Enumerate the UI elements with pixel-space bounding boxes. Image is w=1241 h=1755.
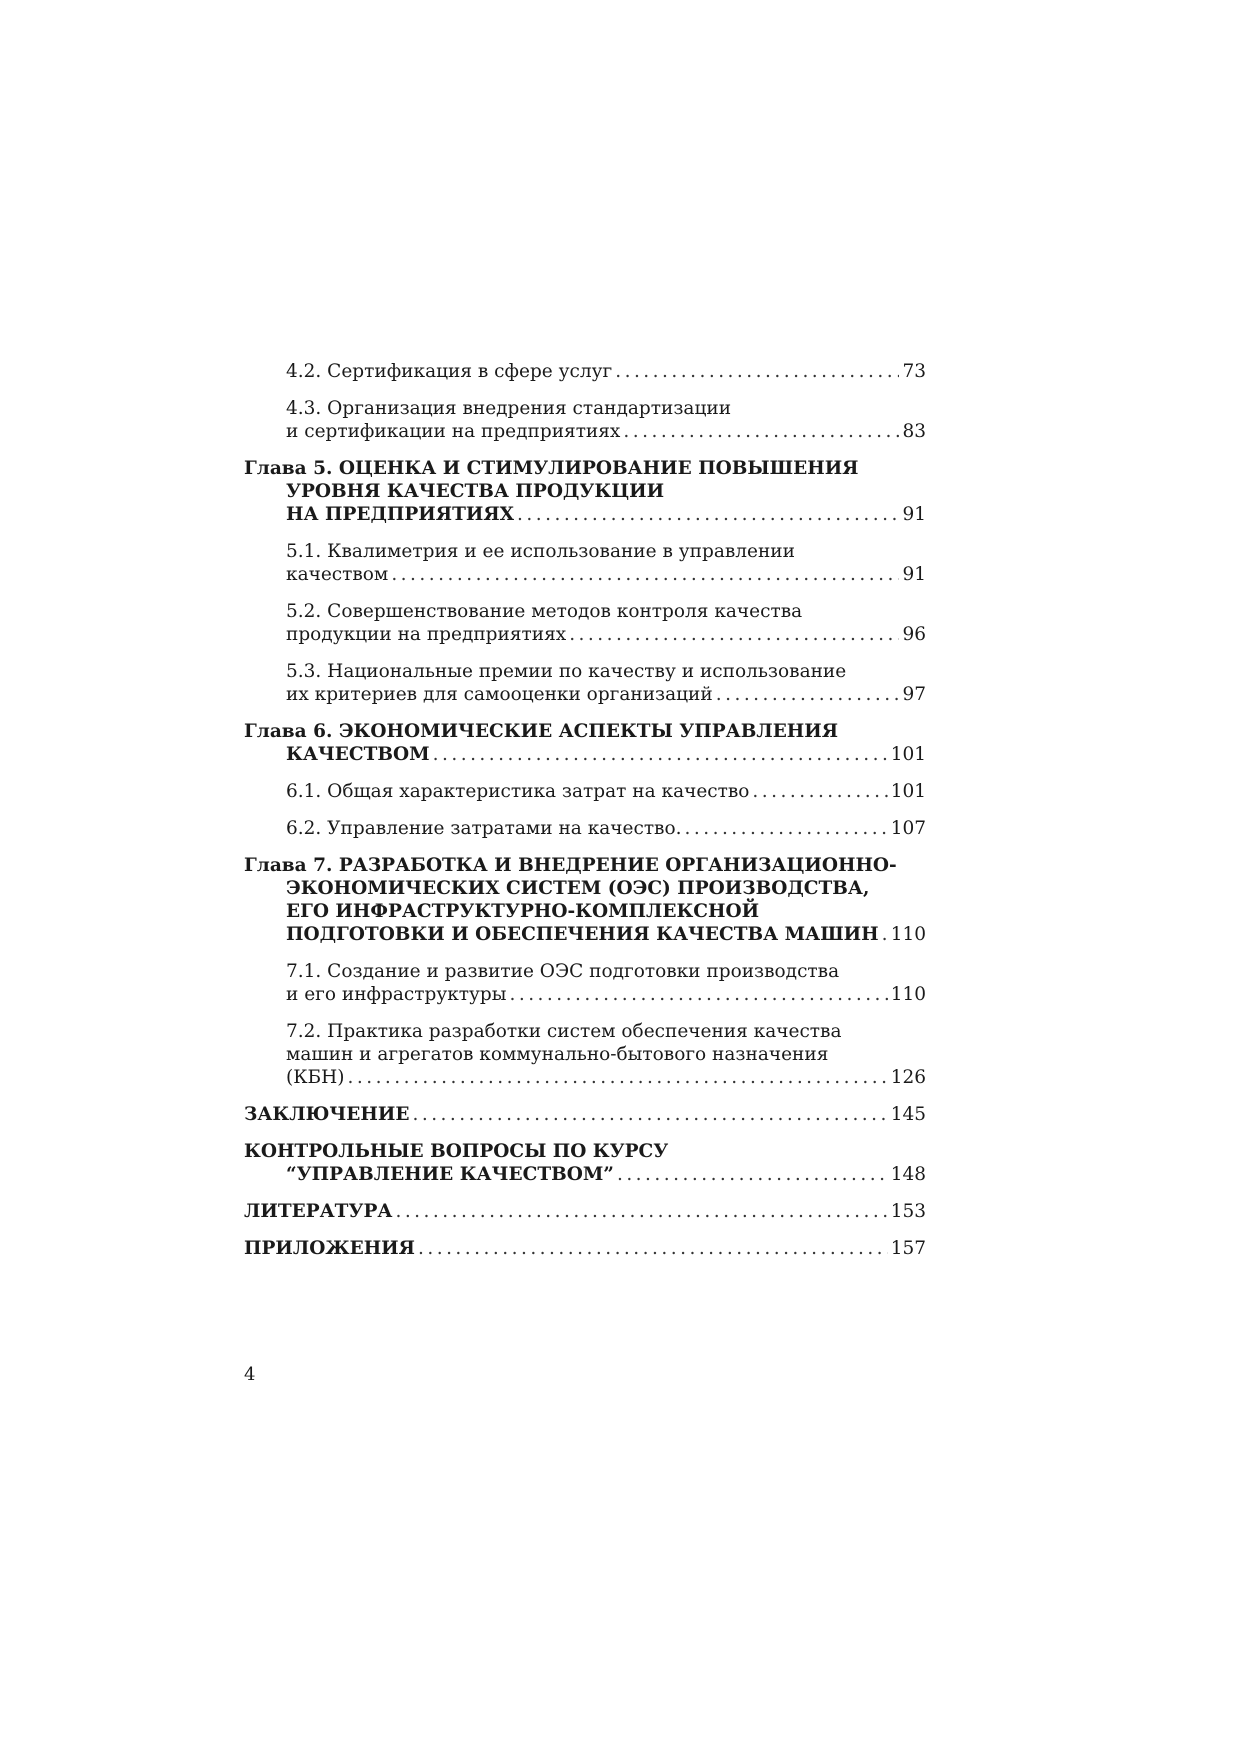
toc-entry-last-line [286, 623, 926, 646]
toc-entry-line: Глава 7. РАЗРАБОТКА И ВНЕДРЕНИЕ ОРГАНИЗАЦИОННО- [244, 855, 897, 876]
toc-page-number: 126 [890, 1067, 926, 1088]
toc-entry-line: 6.1. Общая характеристика затрат на качество [286, 781, 750, 802]
toc-entry-line: НА ПРЕДПРИЯТИЯХ [286, 504, 515, 525]
toc-entry-line: ЛИТЕРАТУРА [244, 1201, 393, 1222]
dot-leader [347, 1066, 887, 1089]
toc-section-entry [244, 360, 926, 383]
toc-section-entry [244, 397, 926, 443]
toc-entry-line: ЭКОНОМИЧЕСКИХ СИСТЕМ (ОЭС) ПРОИЗВОДСТВА, [286, 878, 870, 899]
toc-page-number: 91 [902, 564, 926, 585]
toc-entry-line: и сертификации на предприятиях [286, 421, 621, 442]
toc-page-number: 145 [890, 1104, 926, 1125]
toc-page-number: 107 [890, 818, 926, 839]
toc-entry-last-line [286, 683, 926, 706]
toc-section-entry [244, 660, 926, 706]
toc-entry-line: КАЧЕСТВОМ [286, 744, 430, 765]
toc-entry-line: Глава 5. ОЦЕНКА И СТИМУЛИРОВАНИЕ ПОВЫШЕНИЯ [244, 458, 859, 479]
toc-entry-last-line [286, 817, 926, 840]
toc-entry-line: 5.2. Совершенствование методов контроля качества [286, 601, 803, 622]
dot-leader [412, 1103, 887, 1126]
toc-entry-last-line [286, 360, 926, 383]
toc-entry-line: ЕГО ИНФРАСТРУКТУРНО-КОМПЛЕКСНОЙ [286, 901, 760, 922]
toc-entry-line: ПОДГОТОВКИ И ОБЕСПЕЧЕНИЯ КАЧЕСТВА МАШИН [286, 924, 879, 945]
dot-leader [517, 503, 899, 526]
dot-leader [685, 817, 888, 840]
toc-entry-last-line [244, 1237, 926, 1260]
toc-chapter-entry [244, 1237, 926, 1260]
toc-entry-line: 6.2. Управление затратами на качество. [286, 818, 682, 839]
toc-page-number: 83 [902, 421, 926, 442]
toc-entry-last-line [286, 1066, 926, 1089]
toc-entry-last-line [286, 1163, 926, 1186]
toc-entry-line: (КБН) [286, 1067, 345, 1088]
toc-entry-line: ЗАКЛЮЧЕНИЕ [244, 1104, 410, 1125]
toc-entry-line: УРОВНЯ КАЧЕСТВА ПРОДУКЦИИ [286, 481, 665, 502]
toc-section-entry [244, 600, 926, 646]
toc-page-number: 157 [890, 1238, 926, 1259]
toc-chapter-entry [244, 1200, 926, 1223]
toc-section-entry [244, 960, 926, 1006]
dot-leader [569, 623, 899, 646]
page-number: 4 [244, 1364, 256, 1385]
toc-chapter-entry [244, 1103, 926, 1126]
toc-chapter-entry [244, 1140, 926, 1186]
toc-entry-last-line [286, 780, 926, 803]
dot-leader [752, 780, 887, 803]
dot-leader [433, 743, 888, 766]
toc-entry-last-line [286, 743, 926, 766]
toc-entry-line: 4.2. Сертификация в сфере услуг [286, 361, 613, 382]
toc-entry-last-line [286, 983, 926, 1006]
dot-leader [716, 683, 900, 706]
toc-page-number: 91 [902, 504, 926, 525]
toc-entry-line: и его инфраструктуры [286, 984, 507, 1005]
toc-section-entry [244, 817, 926, 840]
toc-entry-line: КОНТРОЛЬНЫЕ ВОПРОСЫ ПО КУРСУ [244, 1141, 669, 1162]
toc-section-entry [244, 780, 926, 803]
toc-entry-line: 7.2. Практика разработки систем обеспечения качества [286, 1021, 842, 1042]
dot-leader [617, 1163, 888, 1186]
toc-entry-last-line [286, 923, 926, 946]
toc-page-number: 101 [890, 744, 926, 765]
toc-entry-last-line [286, 563, 926, 586]
toc-chapter-entry [244, 854, 926, 946]
toc-entry-last-line [244, 1200, 926, 1223]
toc-entry-line: 5.3. Национальные премии по качеству и использование [286, 661, 847, 682]
toc-page-number: 110 [890, 984, 926, 1005]
toc-entry-line: “УПРАВЛЕНИЕ КАЧЕСТВОМ” [286, 1164, 614, 1185]
table-of-contents [244, 360, 926, 1274]
toc-page-number: 101 [890, 781, 926, 802]
toc-page-number: 97 [902, 684, 926, 705]
toc-entry-line: 7.1. Создание и развитие ОЭС подготовки производства [286, 961, 840, 982]
toc-entry-line: продукции на предприятиях [286, 624, 567, 645]
toc-section-entry [244, 1020, 926, 1089]
toc-section-entry [244, 540, 926, 586]
toc-chapter-entry [244, 457, 926, 526]
dot-leader [623, 420, 899, 443]
dot-leader [395, 1200, 887, 1223]
toc-entry-last-line [286, 420, 926, 443]
toc-entry-last-line [244, 1103, 926, 1126]
toc-page-number: 110 [890, 924, 926, 945]
toc-entry-line: 4.3. Организация внедрения стандартизации [286, 398, 732, 419]
toc-page-number: 96 [902, 624, 926, 645]
toc-entry-line: их критериев для самооценки организаций [286, 684, 713, 705]
dot-leader [391, 563, 899, 586]
dot-leader [509, 983, 887, 1006]
dot-leader [418, 1237, 888, 1260]
toc-chapter-entry [244, 720, 926, 766]
dot-leader [882, 923, 888, 946]
toc-page-number: 148 [890, 1164, 926, 1185]
toc-entry-line: 5.1. Квалиметрия и ее использование в управлении [286, 541, 795, 562]
toc-entry-line: ПРИЛОЖЕНИЯ [244, 1238, 415, 1259]
dot-leader [615, 360, 899, 383]
toc-page-number: 73 [902, 361, 926, 382]
toc-entry-last-line [286, 503, 926, 526]
toc-entry-line: машин и агрегатов коммунально-бытового назначения [286, 1044, 829, 1065]
toc-entry-line: качеством [286, 564, 389, 585]
toc-entry-line: Глава 6. ЭКОНОМИЧЕСКИЕ АСПЕКТЫ УПРАВЛЕНИЯ [244, 721, 839, 742]
toc-page-number: 153 [890, 1201, 926, 1222]
